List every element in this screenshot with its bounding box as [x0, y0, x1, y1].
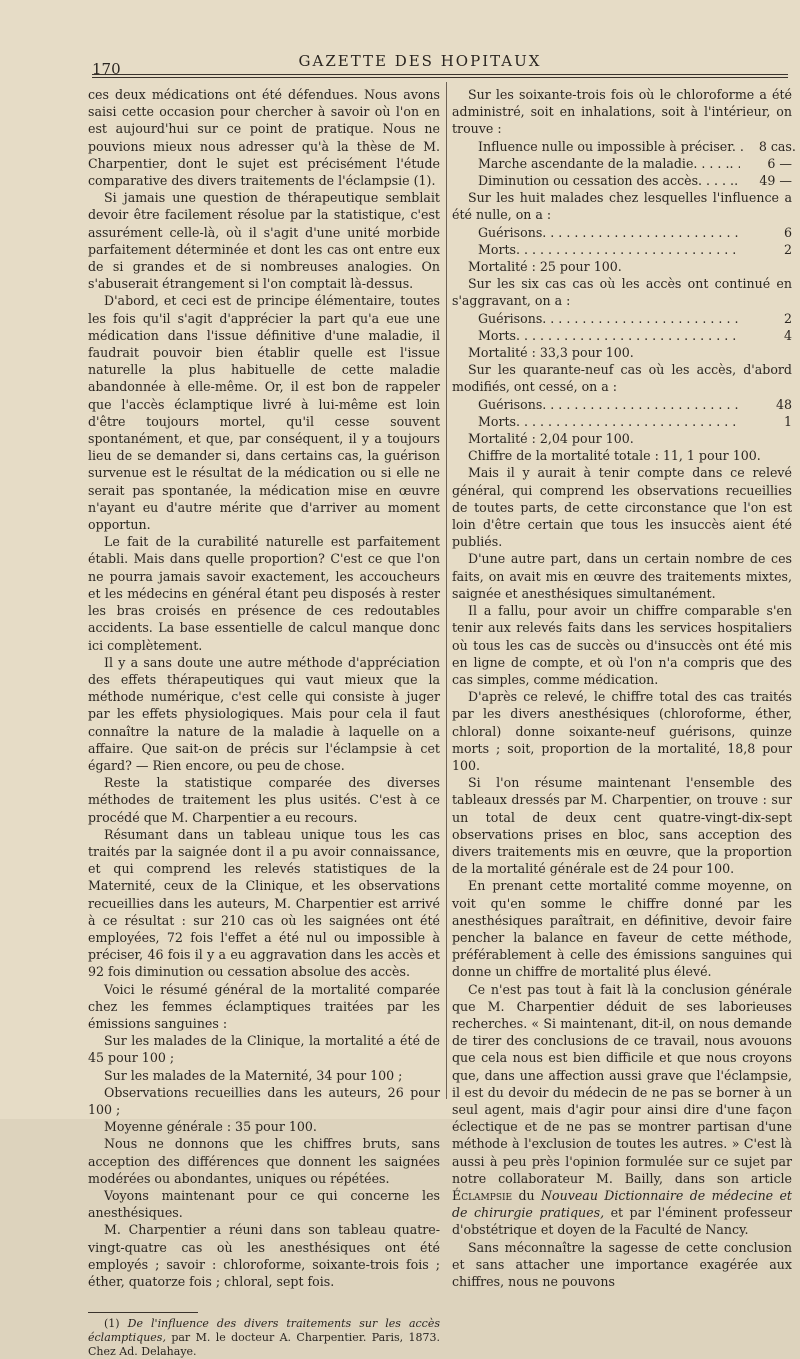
row-label: Guérisons [478, 224, 543, 240]
paragraph: Si l'on résume maintenant l'ensemble des tableaux dressés par M. Charpentier, on trouve : sur un total de deux cent quatre-vingt-dix-sept observations prises en bloc, sans acception des divers traitements mis en œuvre, que la proportion de la mortalité générale est de 24 pour 100. [452, 775, 792, 877]
paragraph: Sans méconnaître la sagesse de cette conclusion et sans attacher une importance exagérée aux chiffres, nous ne pouvons [452, 1239, 792, 1290]
table-row [478, 413, 792, 430]
row-value: 1 [783, 413, 792, 429]
table-row [478, 310, 792, 327]
statistic-line: Observations recueillies dans les auteurs, 26 pour 100 ; [88, 1084, 440, 1117]
footnote [88, 1317, 440, 1359]
table-row [478, 224, 792, 241]
paragraph: Sur les six cas cas où les accès ont continué en s'aggravant, on a : [452, 276, 792, 309]
header-rule [92, 74, 788, 78]
row-value: 48 [775, 396, 792, 412]
row-label: Influence nulle ou impossible à préciser. . [478, 138, 744, 154]
footnote-citation: par M. le docteur A. Charpentier. Paris, 1873. Chez Ad. Delahaye. [88, 1331, 441, 1359]
statistic-line: Sur les malades de la Maternité, 34 pour 100 ; [104, 1067, 403, 1083]
row-value: 2 [783, 310, 792, 326]
paragraph: Reste la statistique comparée des diverses méthodes de traitement les plus usités. C'est à ce procédé que M. Charpentier a eu recours. [88, 775, 440, 825]
outcome-table-chloroform [478, 138, 796, 190]
row-value: 2 [783, 241, 792, 257]
paragraph: D'une autre part, dans un certain nombre de ces faits, on avait mis en œuvre des traitements mixtes, saignée et anesthésiques simultanément. [452, 551, 792, 601]
paragraph: Mais il y aurait à tenir compte dans ce relevé général, qui comprend les observations recueillies de toutes parts, de cette circonstance que l'on est loin d'être certain que tous les insuccès aient été publiés. [452, 465, 792, 550]
row-label: Guérisons [478, 396, 543, 412]
row-label: Diminution ou cessation des accès. . . . . [478, 173, 735, 189]
column-divider [446, 82, 447, 1099]
row-label: Guérisons [478, 310, 543, 326]
article-title: Éclampsie [452, 1188, 513, 1203]
row-label: Marche ascendante de la maladie. . . . . [478, 155, 730, 171]
row-value: 8 cas. [758, 138, 796, 154]
paragraph: En prenant cette mortalité comme moyenne, on voit qu'en somme le chiffre donné par les anesthésiques paraîtrait, en définitive, devoir faire pencher la balance en faveur de cette méthode, préférablement à celle des émissions sanguines qui donne un chiffre de mortalité plus élevé. [452, 878, 792, 980]
mortality-line: Mortalité : 2,04 pour 100. [468, 431, 634, 447]
table-row [478, 172, 792, 189]
row-label: Morts [478, 327, 517, 343]
text-run: du [518, 1188, 535, 1203]
paragraph: D'après ce relevé, le chiffre total des cas traités par les divers anesthésiques (chloroforme, éther, chloral) donne soixante-neuf guérisons, quinze morts ; soit, proportion de la mortalité, 18,8 pour 100. [452, 689, 792, 773]
paragraph: ces deux médications ont été défendues. Nous avons saisi cette occasion pour chercher à savoir où l'on en est aujourd'hui sur ce point de pratique. Nous ne pouvions mieux nous adresser qu'à la thèse de M. Charpentier, dont le sujet est précisément l'étude comparative des divers traitements de l'éclampsie (1). [88, 87, 440, 189]
paragraph: M. Charpentier a réuni dans son tableau quatre-vingt-quatre cas où les anesthésiques ont été employés ; savoir : chloroforme, soixante-trois fois ; éther, quatorze fois ; chloral, sept fois. [88, 1222, 440, 1290]
row-value: 49 — [759, 173, 792, 189]
table-row [478, 155, 792, 172]
paragraph: Chiffre de la mortalité totale : 11, 1 pour 100. [468, 448, 761, 464]
text-run: et par l'éminent professeur d'obstétrique et doyen de la Faculté de Nancy. [452, 1205, 792, 1238]
text-run: Ce n'est pas tout à fait là la conclusion générale que M. Charpentier déduit de ses laborieuses recherches. « Si maintenant, dit-il, on nous demande de tirer des conclusions de ce travail, nous avouons que cela nous est bien difficile et que nous croyons que, dans une affection aussi grave que l'éclampsie, il est du devoir du médecin de ne pas se borner à un seul agent, mais d'agir pour ainsi dire d'une façon éclectique et de ne pas se montrer partisan d'une méthode à l'exclusion de toutes les autres. » C'est là aussi à peu près l'opinion formulée sur ce sujet par notre collaborateur M. Bailly, dans son article [452, 981, 792, 1186]
paragraph: Sur les soixante-trois fois où le chloroforme a été administré, soit en inhalations, soit à l'intérieur, on trouve : [452, 87, 792, 137]
paragraph: Sur les quarante-neuf cas où les accès, d'abord modifiés, ont cessé, on a : [452, 362, 792, 395]
table-row [478, 396, 792, 413]
right-column [452, 86, 796, 1290]
table-row [478, 138, 796, 155]
dictionary-title: Nouveau Dictionnaire de médecine et de chirurgie pratiques, [452, 1188, 792, 1221]
footnote-title: De l'influence des divers traitements sur les accès éclamptiques, [88, 1317, 441, 1345]
paragraph: Voyons maintenant pour ce qui concerne les anesthésiques. [88, 1188, 440, 1221]
table-row [478, 327, 792, 344]
mortality-line: Mortalité : 25 pour 100. [468, 259, 622, 275]
paragraph: Nous ne donnons que les chiffres bruts, sans acception des différences que donnent les saignées modérées ou abondantes, uniques ou répétées. [88, 1136, 440, 1186]
outcome-table-aggravated [478, 310, 792, 344]
paragraph: Il a fallu, pour avoir un chiffre comparable s'en tenir aux relevés faits dans les services hospitaliers où tous les cas de succès ou d'insuccès ont été mis en ligne de compte, et où l'on n'a compris que des cas simples, comme médication. [452, 603, 792, 687]
row-value: 4 [783, 327, 792, 343]
paragraph: Résumant dans un tableau unique tous les cas traités par la saignée dont il a pu avoir connaissance, et qui comprend les relevés statistiques de la Maternité, ceux de la Clinique, et les observations recueillies dans les auteurs, M. Charpentier est arrivé à ce résultat : sur 210 cas où les saignées ont été employées, 72 fois l'effet a été nul ou impossible à préciser, 46 fois il y a eu aggravation dans les accès et 92 fois diminution ou cessation absolue des accès. [88, 826, 440, 980]
row-label: Morts [478, 413, 517, 429]
running-head-title: GAZETTE DES HOPITAUX [298, 52, 542, 70]
table-row [478, 241, 792, 258]
paragraph: Voici le résumé général de la mortalité comparée chez les femmes éclamptiques traitées par les émissions sanguines : [88, 981, 440, 1031]
paragraph [452, 981, 792, 1239]
row-value: 6 — [767, 155, 792, 171]
statistic-line: Moyenne générale : 35 pour 100. [104, 1119, 317, 1135]
footnote-mark: (1) [104, 1317, 120, 1331]
paragraph: D'abord, et ceci est de principe élémentaire, toutes les fois qu'il s'agit d'apprécier la part qu'a eue une médication dans l'issue définitive d'une maladie, il faudrait pouvoir bien établir quelle est l'issue naturelle la plus habituelle de cette maladie abandonnée à elle-même. Or, il est bon de rappeler que l'accès éclamptique livré à lui-même est loin d'être toujours mortel, qu'il cesse souvent spontanément, et que, par conséquent, il y a toujours lieu de se demander si, dans certains cas, la guérison survenue est le résultat de la médication ou si elle ne serait pas spontanée, la médication mise en œuvre n'ayant eu d'autre mérite que d'arriver au moment opportun. [88, 293, 440, 533]
paragraph: Si jamais une question de thérapeutique semblait devoir être facilement résolue par la statistique, c'est assurément celle-là, où il s'agit d'une unité morbide parfaitement déterminée et dont les cas ont entre eux de si grandes et de si nombreuses analogies. On s'abuserait étrangement si l'on comptait là-dessus. [88, 190, 440, 292]
left-column [88, 86, 440, 1359]
page-number: 170 [92, 60, 121, 78]
row-value: 6 [783, 224, 792, 240]
paragraph: Le fait de la curabilité naturelle est parfaitement établi. Mais dans quelle proportion? C'est ce que l'on ne pourra jamais savoir exactement, les accoucheurs et les médecins en général étant peu disposés à rester les bras croisés en présence de ces redoutables accidents. La base essentielle de calcul manque donc ici complètement. [88, 534, 440, 653]
mortality-line: Mortalité : 33,3 pour 100. [468, 345, 634, 361]
paragraph: Il y a sans doute une autre méthode d'appréciation des effets thérapeutiques qui vaut mieux que la méthode numérique, c'est celle qui consiste à juger par les effets physiologiques. Mais pour cela il faut connaître la nature de la maladie à laquelle on a affaire. Que sait-on de précis sur l'éclampsie à cet égard? — Rien encore, ou peu de chose. [88, 654, 440, 773]
paragraph: Sur les huit malades chez lesquelles l'influence a été nulle, on a : [452, 190, 792, 223]
outcome-table-null [478, 224, 792, 258]
row-label: Morts [478, 241, 517, 257]
outcome-table-ceased [478, 396, 792, 430]
statistic-line: Sur les malades de la Clinique, la mortalité a été de 45 pour 100 ; [88, 1033, 440, 1066]
footnote-rule [88, 1312, 198, 1313]
